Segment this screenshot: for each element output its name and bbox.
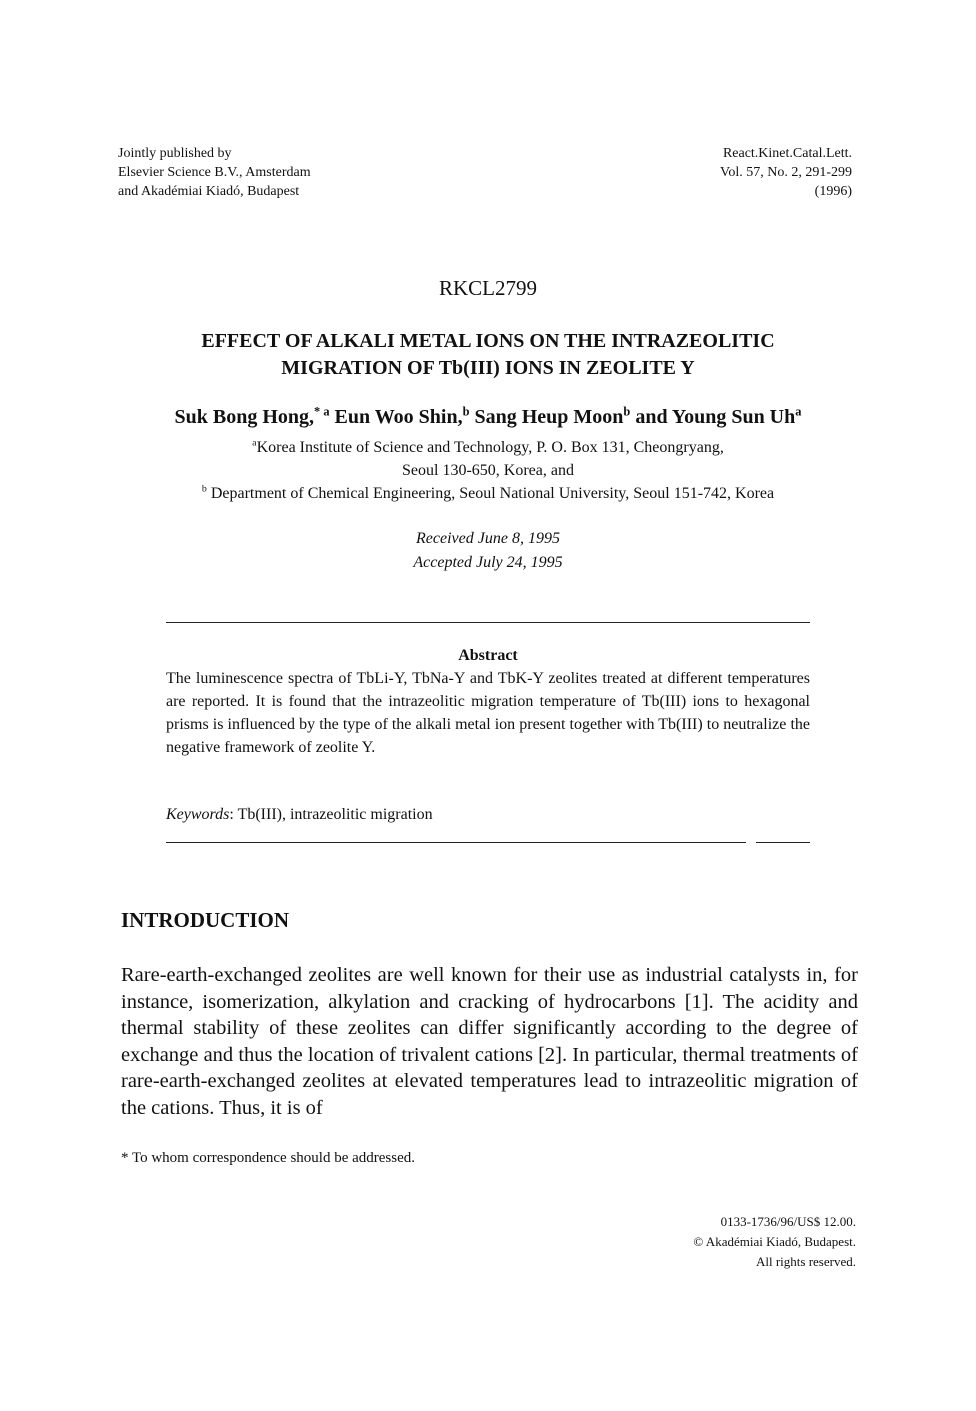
journal-line: (1996) bbox=[814, 184, 852, 199]
affiliation-b bbox=[0, 482, 976, 505]
footnote: * To whom correspondence should be addressed. bbox=[121, 1150, 416, 1166]
publisher-line: Elsevier Science B.V., Amsterdam bbox=[118, 165, 311, 180]
author-name: Suk Bong Hong, bbox=[174, 406, 315, 428]
author-list bbox=[0, 406, 976, 429]
affiliation-text: Korea Institute of Science and Technology, P. O. Box 131, Cheongryang, bbox=[256, 439, 724, 456]
publisher-line: and Akadémiai Kiadó, Budapest bbox=[118, 184, 300, 199]
affiliation-marker: b bbox=[201, 483, 207, 495]
copyright-line: 0133-1736/96/US$ 12.00. bbox=[720, 1214, 856, 1229]
copyright-line: All rights reserved. bbox=[755, 1254, 856, 1269]
copyright-notice bbox=[693, 1212, 856, 1272]
accepted-date: Accepted July 24, 1995 bbox=[413, 554, 563, 571]
received-date: Received June 8, 1995 bbox=[416, 530, 560, 547]
publisher-info bbox=[118, 144, 311, 201]
affiliations bbox=[0, 436, 976, 505]
affiliation-a bbox=[0, 436, 976, 459]
introduction-text: Rare-earth-exchanged zeolites are well known for their use as industrial catalysts in, for instance, isomerization, alkylation and cracking of hydrocarbons [1]. The acidity and thermal stability of these zeolites can differ significantly according to the degree of exchange and thus the location of trivalent cations [2]. In particular, thermal treatments of rare-earth-exchanged zeolites at elevated temperatures lead to intrazeolitic migration of the cations. Thus, it is of bbox=[121, 964, 858, 1119]
abstract-text: The luminescence spectra of TbLi-Y, TbNa-Y and TbK-Y zeolites treated at different temperatures are reported. It is found that the intrazeolitic migration temperature of Tb(III) ions to hexagonal prisms is influenced by the type of the alkali metal ion present together with Tb(III) to neutralize the negative framework of zeolite Y. bbox=[166, 670, 810, 756]
journal-citation bbox=[720, 144, 852, 201]
keywords bbox=[166, 806, 433, 824]
author-name: Eun Woo Shin, bbox=[334, 406, 463, 428]
author-marker: b bbox=[462, 404, 470, 419]
paper-id: RKCL2799 bbox=[438, 276, 537, 300]
author-marker: * a bbox=[314, 404, 330, 419]
affiliation-a-cont: Seoul 130-650, Korea, and bbox=[402, 462, 574, 479]
copyright-line: © Akadémiai Kiadó, Budapest. bbox=[693, 1234, 856, 1249]
abstract-bottom-rule bbox=[166, 842, 746, 843]
journal-line: Vol. 57, No. 2, 291-299 bbox=[720, 165, 852, 180]
author-marker: a bbox=[795, 404, 802, 419]
keywords-label: Keywords bbox=[166, 806, 230, 823]
paper-title bbox=[0, 328, 976, 382]
author-marker: b bbox=[623, 404, 631, 419]
title-line: MIGRATION OF Tb(III) IONS IN ZEOLITE Y bbox=[281, 357, 695, 379]
title-line: EFFECT OF ALKALI METAL IONS ON THE INTRAZEOLITIC bbox=[201, 330, 775, 352]
abstract-top-rule bbox=[166, 622, 810, 623]
affiliation-text: Department of Chemical Engineering, Seoul National University, Seoul 151-742, Korea bbox=[210, 485, 775, 502]
dates bbox=[0, 527, 976, 575]
author-conjunction: and bbox=[635, 406, 668, 428]
affiliation-marker: a bbox=[252, 437, 257, 449]
keywords-text: : Tb(III), intrazeolitic migration bbox=[229, 806, 433, 823]
author-name: Sang Heup Moon bbox=[474, 406, 624, 428]
journal-line: React.Kinet.Catal.Lett. bbox=[722, 146, 852, 161]
abstract-heading: Abstract bbox=[458, 647, 518, 664]
publisher-line: Jointly published by bbox=[118, 146, 232, 161]
abstract-bottom-rule-end bbox=[756, 842, 810, 843]
introduction-heading: INTRODUCTION bbox=[121, 908, 290, 932]
author-name: Young Sun Uh bbox=[671, 406, 796, 428]
